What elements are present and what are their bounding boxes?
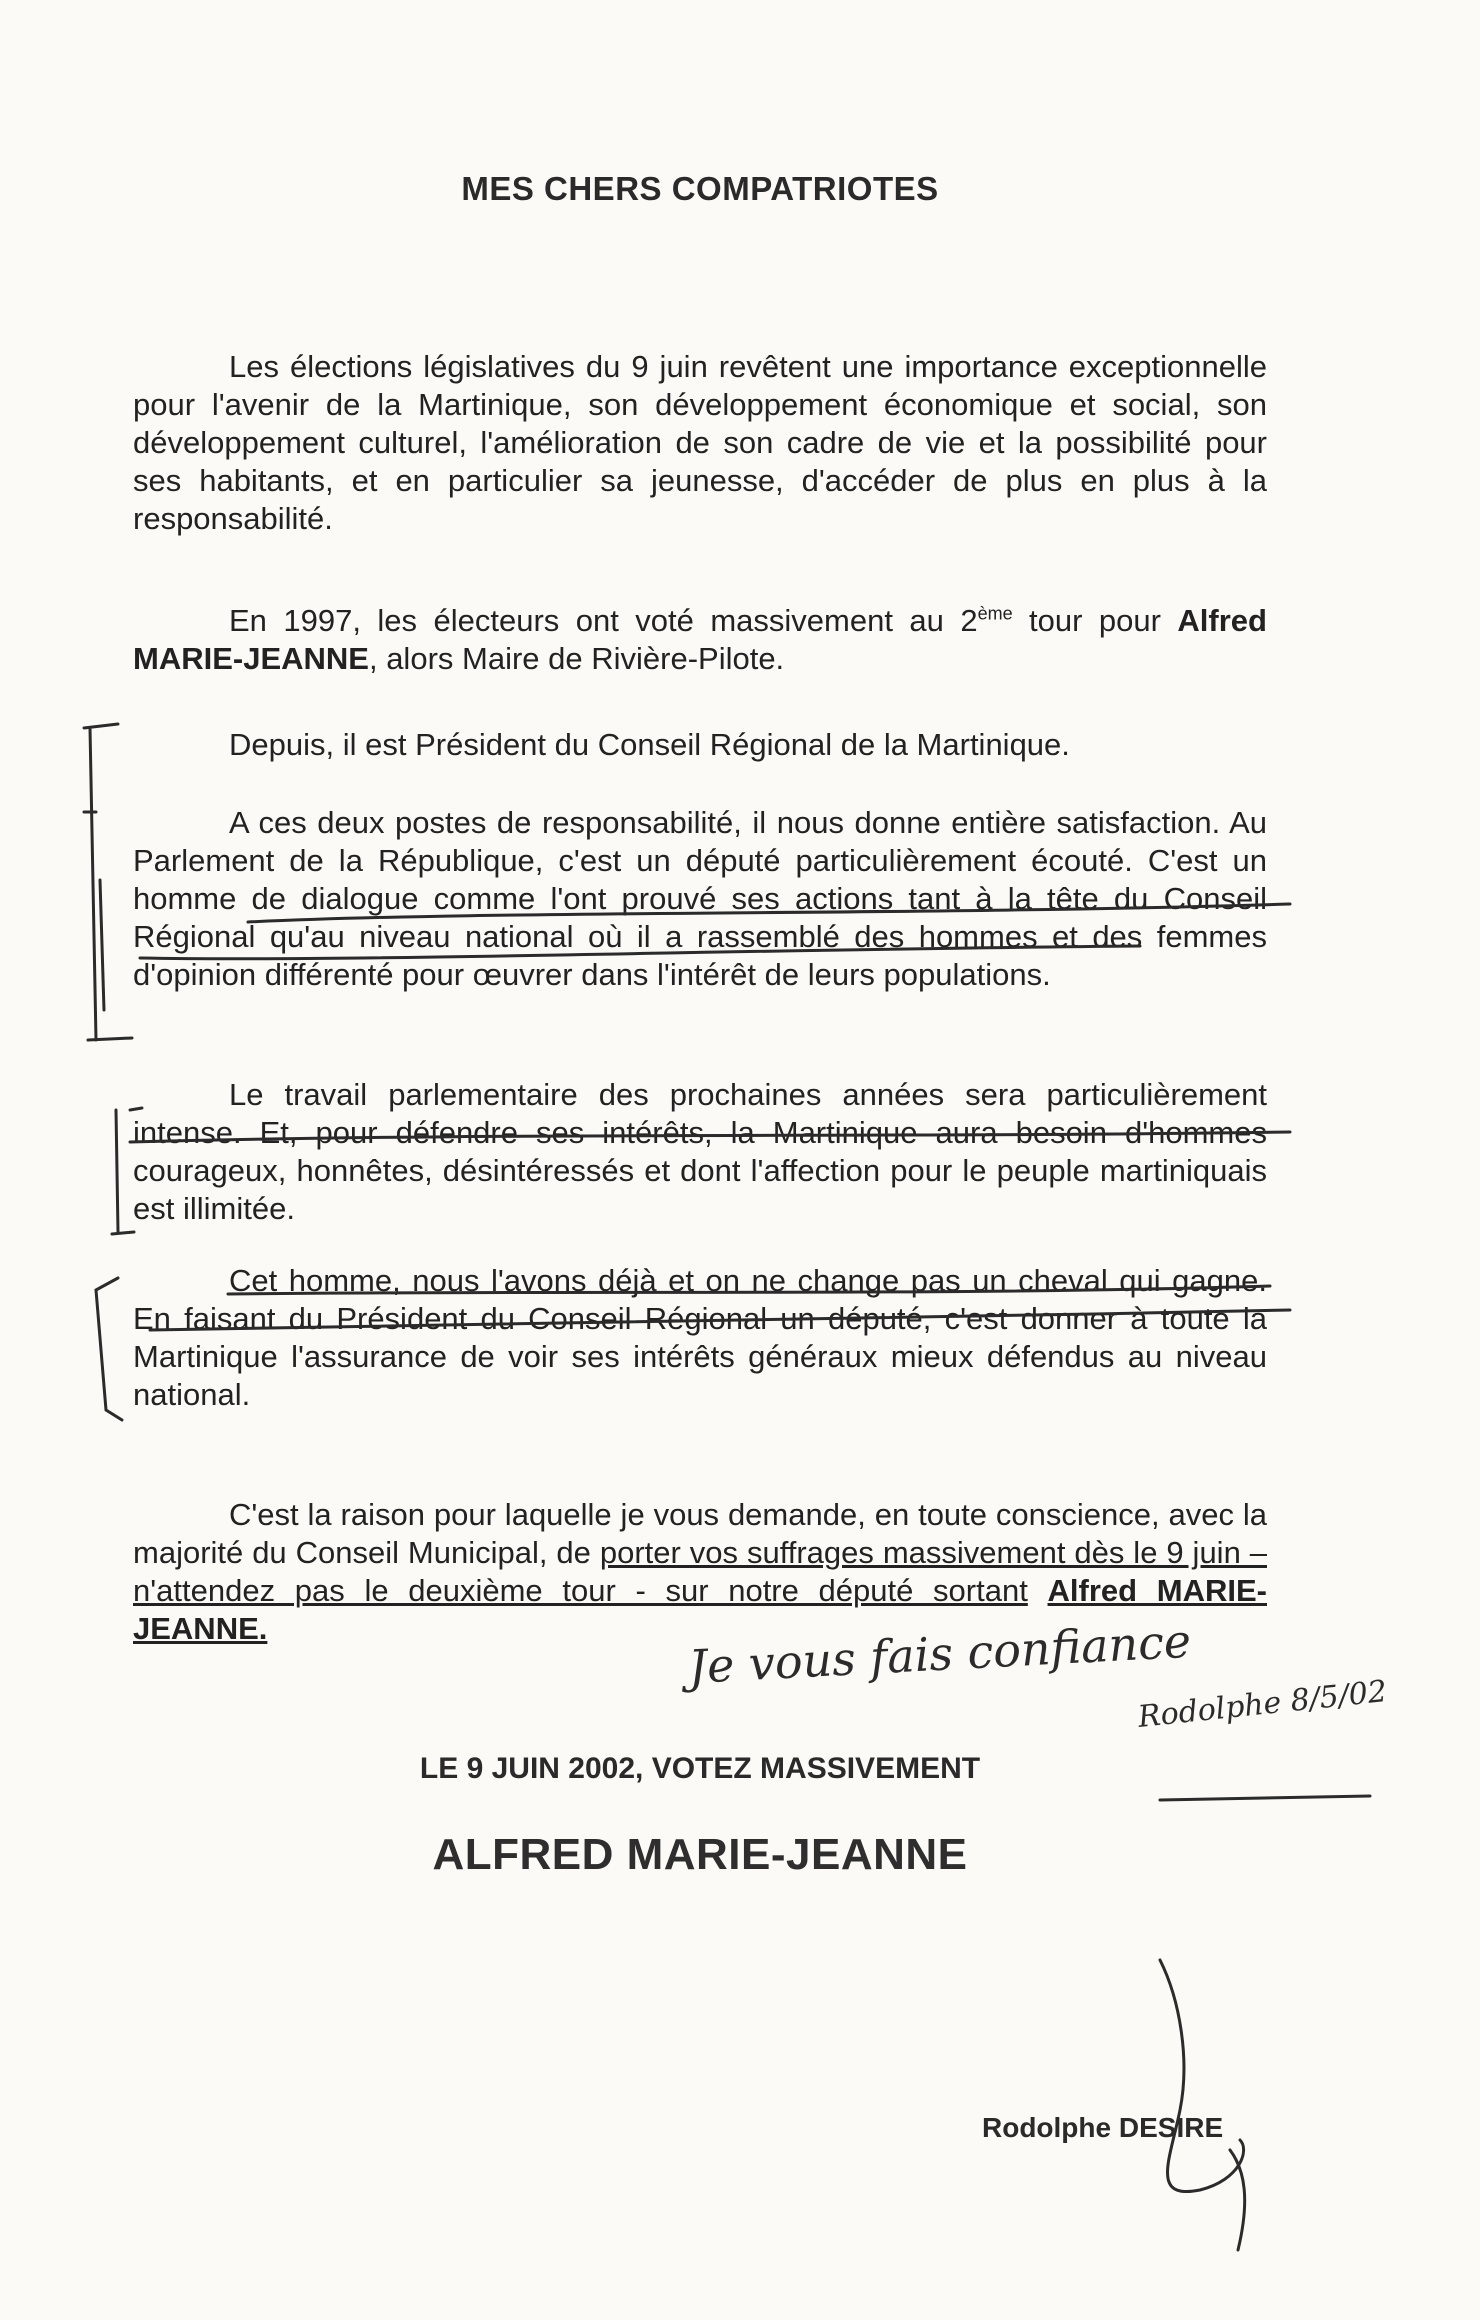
margin-bracket-2 <box>84 812 104 1010</box>
signer-name: Rodolphe DESIRE <box>982 2112 1224 2143</box>
paragraph-7-candidate-name: Alfred MARIE-JEANNE. <box>133 1573 1267 1646</box>
paragraph-2-text-b: tour pour <box>1012 603 1178 638</box>
paragraph-7-underlined: porter vos suffrages massivement dès le 9 juin – n'attendez pas le deuxième tour - sur notre député sortant <box>133 1535 1267 1608</box>
vote-call: LE 9 JUIN 2002, VOTEZ MASSIVEMENT <box>419 1752 981 1785</box>
signature-underline <box>1160 1796 1370 1800</box>
paragraph-3-text: Depuis, il est Président du Conseil Régional de la Martinique. <box>229 727 1070 762</box>
paragraph-1 <box>133 348 1267 538</box>
paragraph-3 <box>133 726 1267 764</box>
paragraph-4 <box>133 804 1267 994</box>
candidate-name: Alfred MARIE-JEANNE <box>133 603 1267 676</box>
paragraph-6-text: Cet homme, nous l'avons déjà et on ne change pas un cheval qui gagne. En faisant du Président du Conseil Régional un député, c'est donner à toute la Martinique l'assurance de voir ses intérêts généraux mieux défendus au niveau national. <box>133 1263 1267 1412</box>
paragraph-1-text: Les élections législatives du 9 juin revêtent une importance exceptionnelle pour l'avenir de la Martinique, son développement économique et social, son développement culturel, l'amélioration de son cadre de vie et la possibilité pour ses habitants, et en particulier sa jeunesse, d'accéder de plus en plus à la responsabilité. <box>133 349 1267 536</box>
paragraph-2-text-c: , alors Maire de Rivière-Pilote. <box>368 641 785 676</box>
candidate-banner: ALFRED MARIE-JEANNE <box>432 1830 968 1879</box>
letter-title: MES CHERS COMPATRIOTES <box>461 170 939 207</box>
margin-bracket-4 <box>96 1278 122 1420</box>
paragraph-2 <box>133 602 1267 678</box>
paragraph-5 <box>133 1076 1267 1228</box>
signature-scribble <box>1160 1960 1245 2250</box>
paragraph-2-text-a: En 1997, les électeurs ont voté massivement au 2 <box>229 603 978 638</box>
margin-bracket-1 <box>84 724 132 1040</box>
handwritten-note: Je vous fais confiance <box>687 1613 1193 1694</box>
superscript-eme: ème <box>977 603 1013 624</box>
paragraph-4-text: A ces deux postes de responsabilité, il nous donne entière satisfaction. Au Parlement de la République, c'est un député particulièrement écouté. C'est un homme de dialogue comme l'ont prouvé ses actions tant à la tête du Conseil Régional qu'au niveau national où il a rassemblé des hommes et des femmes d'opinion différenté pour œuvrer dans l'intérêt de leurs populations. <box>133 805 1267 992</box>
paragraph-5-text: Le travail parlementaire des prochaines années sera particulièrement intense. Et, pour défendre ses intérêts, la Martinique aura besoin d'hommes courageux, honnêtes, désintéressés et dont l'affection pour le peuple martiniquais est illimitée. <box>133 1077 1267 1226</box>
handwritten-signature-date: Rodolphe 8/5/02 <box>1136 1674 1389 1735</box>
paragraph-7-text-a: C'est la raison pour laquelle je vous demande, en toute conscience, avec la majorité du Conseil Municipal, de <box>133 1497 1267 1570</box>
paragraph-6 <box>133 1262 1267 1414</box>
